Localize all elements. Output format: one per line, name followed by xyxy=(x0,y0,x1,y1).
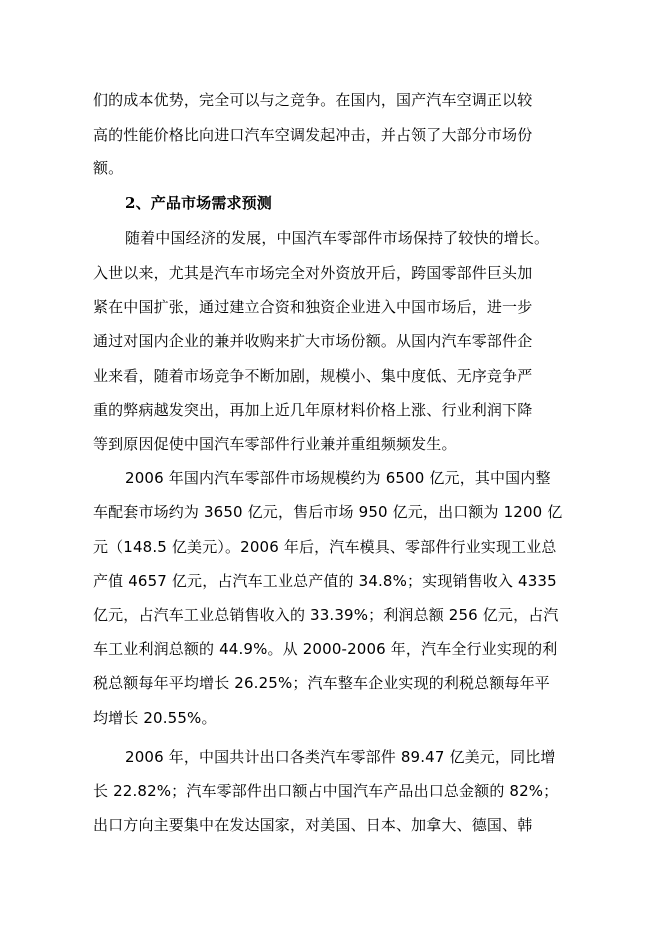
paragraph2-line-4: 产值 4657 亿元，占汽车工业总产值的 34.8%；实现销售收入 4335 xyxy=(93,572,557,590)
paragraph1-line-1: 随着中国经济的发展，中国汽车零部件市场保持了较快的增长。 xyxy=(125,229,550,247)
paragraph1-line-2: 入世以来，尤其是汽车市场完全对外资放开后，跨国零部件巨头加 xyxy=(93,264,533,282)
intro-line-1: 们的成本优势，完全可以与之竞争。在国内，国产汽车空调正以较 xyxy=(93,91,533,109)
paragraph2-line-5: 亿元，占汽车工业总销售收入的 33.39%；利润总额 256 亿元，占汽 xyxy=(93,606,559,624)
intro-line-2: 高的性能价格比向进口汽车空调发起冲击，并占领了大部分市场份 xyxy=(93,126,533,144)
paragraph1-line-3: 紧在中国扩张，通过建立合资和独资企业进入中国市场后，进一步 xyxy=(93,298,533,316)
section-heading: 2、产品市场需求预测 xyxy=(125,194,272,212)
intro-line-3: 额。 xyxy=(93,159,124,177)
paragraph3-line-3: 出口方向主要集中在发达国家，对美国、日本、加拿大、德国、韩 xyxy=(93,816,533,834)
paragraph3-line-2: 长 22.82%；汽车零部件出口额占中国汽车产品出口总金额的 82%； xyxy=(93,782,559,800)
paragraph1-line-5: 业来看，随着市场竞争不断加剧，规模小、集中度低、无序竞争严 xyxy=(93,367,533,385)
paragraph2-line-2: 车配套市场约为 3650 亿元，售后市场 950 亿元，出口额为 1200 亿 xyxy=(93,503,563,521)
paragraph3-line-1: 2006 年，中国共计出口各类汽车零部件 89.47 亿美元，同比增 xyxy=(125,748,556,766)
paragraph1-line-4: 通过对国内企业的兼并收购来扩大市场份额。从国内汽车零部件企 xyxy=(93,332,533,350)
paragraph2-line-8: 均增长 20.55%。 xyxy=(93,709,217,727)
paragraph2-line-6: 车工业利润总额的 44.9%。从 2000-2006 年，汽车全行业实现的利 xyxy=(93,640,558,658)
paragraph1-line-6: 重的弊病越发突出，再加上近几年原材料价格上涨、行业利润下降 xyxy=(93,401,533,419)
paragraph1-line-7: 等到原因促使中国汽车零部件行业兼并重组频频发生。 xyxy=(93,435,457,453)
paragraph2-line-1: 2006 年国内汽车零部件市场规模约为 6500 亿元，其中国内整 xyxy=(125,469,551,487)
paragraph2-line-3: 元（148.5 亿美元）。2006 年后，汽车模具、零部件行业实现工业总 xyxy=(93,538,557,556)
paragraph2-line-7: 税总额每年平均增长 26.25%；汽车整车企业实现的利税总额每年平 xyxy=(93,674,550,692)
